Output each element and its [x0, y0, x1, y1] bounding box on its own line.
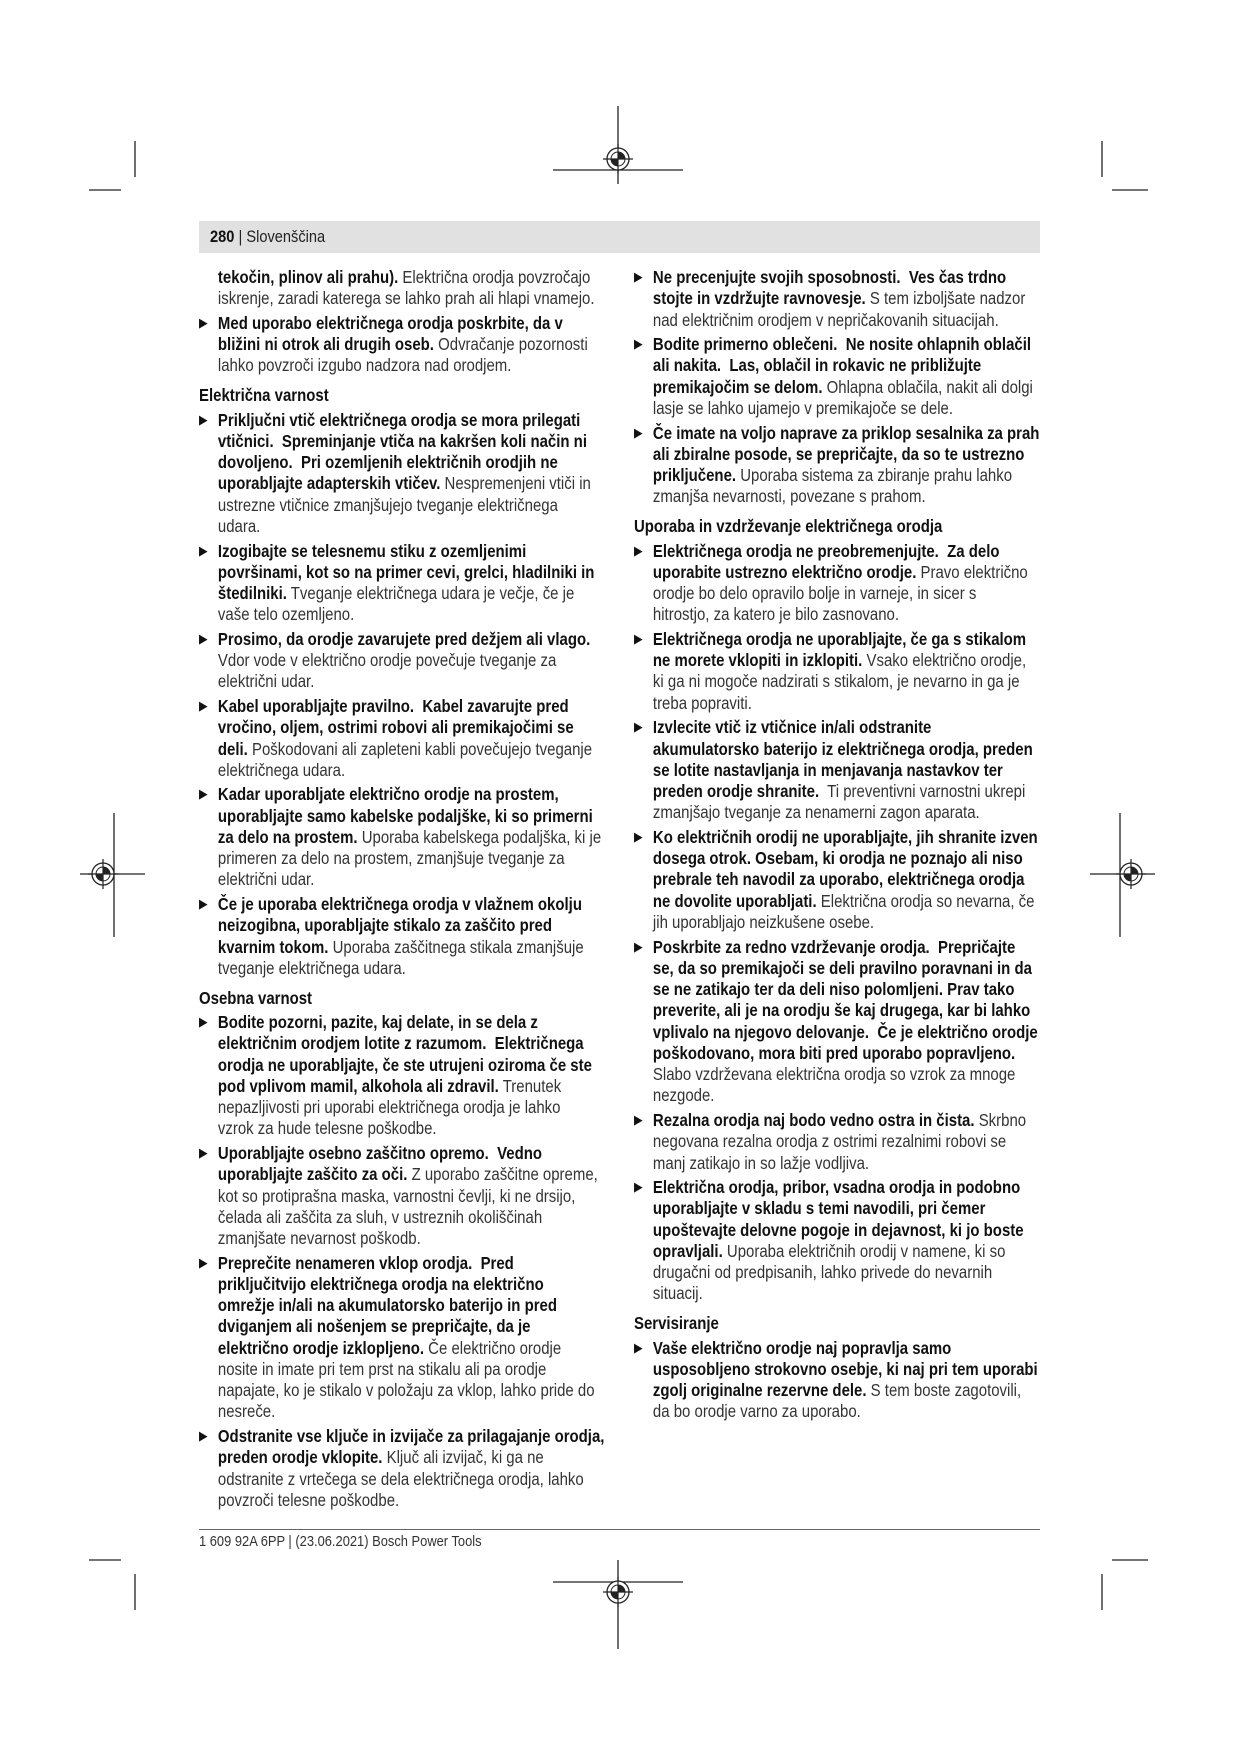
safety-instruction [634, 334, 1064, 419]
instruction-body [653, 267, 1064, 331]
safety-instruction [634, 423, 1064, 508]
instruction-text: Trenutek nepazljivosti pri uporabi električnega orodja je lahko vzrok za hude telesne poškodbe. [217, 1075, 562, 1139]
instruction-text: Uporaba sistema za zbiranje prahu lahko zmanjša nevarnosti, povezane s prahom. [652, 465, 1013, 507]
safety-instruction [634, 937, 1064, 1107]
registration-lines-right [1090, 813, 1155, 937]
instruction-bold-text: Ko električnih orodij ne uporabljajte, jih shranite izven dosega otrok. Osebam, ki orodja ne poznajo ali niso prebrale teh navodil za uporabo, električnega orodja ne dovolite uporabljati. [652, 826, 1038, 911]
header-language: Slovenščina [246, 227, 326, 246]
bullet-marker: ▶ [634, 425, 643, 441]
crop-mark-bottom-left [89, 1560, 135, 1610]
instruction-body [218, 696, 629, 781]
instruction-body [218, 784, 629, 890]
instruction-text: Ključ ali izvijač, ki ga ne odstranite z vrtečega se dela električnega orodja, lahko povzroči telesne poškodbe. [217, 1447, 584, 1510]
instruction-text: S tem izboljšate nadzor nad električnim orodjem v nepričakovanih situacijah. [652, 288, 1026, 330]
safety-instruction [199, 313, 629, 377]
bullet-marker: ▶ [199, 897, 208, 913]
instruction-text: Tveganje električnega udara je večje, če je vaše telo ozemljeno. [217, 583, 575, 625]
instruction-text: Vdor vode v električno orodje povečuje tveganje za električni udar. [217, 650, 557, 692]
instruction-body [218, 1253, 629, 1423]
instruction-text: Če električno orodje nosite in imate pri tem prst na stikalu ali pa orodje napajate, ko je stikalo v položaju za vklop, lahko pride do nesreče. [217, 1337, 595, 1422]
instruction-text: S tem boste zagotovili, da bo orodje varno za uporabo. [652, 1380, 1022, 1422]
registration-target-left [88, 859, 118, 889]
instruction-text: Uporaba zaščitnega stikala zmanjšuje tveganje električnega udara. [217, 936, 584, 978]
registration-target-top [603, 144, 633, 174]
bullet-marker: ▶ [199, 1146, 208, 1162]
instruction-text: Odvračanje pozornosti lahko povzroči izgubo nadzora nad orodjem. [217, 334, 588, 376]
safety-instruction [634, 1338, 1064, 1423]
crop-mark-top-left [89, 141, 135, 190]
instruction-text: Slabo vzdrževana električna orodja so vzrok za mnoge nezgode. [652, 1064, 1016, 1106]
instruction-bold-text: Če imate na voljo naprave za priklop sesalnika za prah ali zbiralne posode, se prepričajte, da so te ustrezno priključene. [652, 422, 1040, 486]
instruction-body [653, 629, 1064, 714]
header-text [210, 221, 325, 253]
instruction-body [653, 937, 1064, 1107]
safety-instruction [634, 1177, 1064, 1305]
registration-target-right [1116, 859, 1146, 889]
instruction-text: Pravo električno orodje bo delo opravilo bolje in varneje, in sicer s hitrostjo, za katero je bilo zasnovano. [652, 561, 1028, 625]
section-heading: Uporaba in vzdrževanje električnega orodja [634, 515, 943, 536]
bullet-marker: ▶ [634, 939, 643, 955]
instruction-body [653, 423, 1064, 508]
instruction-text: Električna orodja povzročajo iskrenje, zaradi katerega se lahko prah ali hlapi vnamejo. [217, 267, 595, 309]
safety-instruction [199, 1012, 629, 1140]
instruction-body [653, 334, 1064, 419]
bullet-marker: ▶ [634, 1340, 643, 1356]
instruction-bold-text: Električna orodja, pribor, vsadna orodja in podobno uporabljajte v skladu s temi navodili, pri čemer upoštevajte delovne pogoje in dejavnost, ki jo boste opravljali. [652, 1177, 1024, 1261]
left-column [199, 267, 629, 1511]
instruction-bold-text: Kabel uporabljajte pravilno. Kabel zavarujte pred vročino, oljem, ostrimi robovi ali premikajočimi se deli. [217, 696, 574, 759]
safety-instruction [199, 784, 629, 890]
safety-instruction [634, 1110, 1064, 1174]
continued-instruction [199, 267, 629, 310]
safety-instruction [199, 410, 629, 538]
section-heading: Osebna varnost [199, 987, 313, 1008]
instruction-bold-text: tekočin, plinov ali prahu). [217, 267, 399, 287]
bullet-marker: ▶ [634, 543, 643, 559]
safety-instruction [634, 717, 1064, 823]
instruction-text: Ti preventivni varnostni ukrepi zmanjšajo tveganje za nenamerni zagon aparata. [652, 781, 1026, 823]
footer-divider [199, 1529, 1040, 1530]
bullet-marker: ▶ [634, 631, 643, 647]
bullet-marker: ▶ [199, 631, 208, 647]
header-separator: | [238, 227, 243, 246]
instruction-bold-text: Preprečite nenameren vklop orodja. Pred priključitvijo električnega orodja na električno omrežje in/ali na akumulatorsko baterijo in pred dviganjem ali nošenjem se prepričajte, da je električno orodje izklopljeno. [217, 1252, 558, 1358]
instruction-body [218, 1012, 629, 1140]
instruction-bold-text: Odstranite vse ključe in izvijače za prilagajanje orodja, preden orodje vklopite. [217, 1426, 605, 1468]
instruction-body [653, 541, 1064, 626]
instruction-body [218, 267, 629, 310]
instruction-body [218, 894, 629, 979]
instruction-body [218, 410, 629, 538]
instruction-text: Z uporabo zaščitne opreme, kot so protiprašna maska, varnostni čevlji, ki ne drsijo, čelada ali zaščita za sluh, v ustreznih okoliščinah zmanjšate nevarnost poškodb. [217, 1164, 598, 1249]
page-number: 280 [210, 227, 235, 246]
instruction-text: Ohlapna oblačila, nakit ali dolgi lasje se lahko ujamejo v premikajoče se dele. [652, 376, 1033, 418]
instruction-bold-text: Izogibajte se telesnemu stiku z ozemljenimi površinami, kot so na primer cevi, grelci, hladilniki in štedilniki. [217, 540, 595, 604]
safety-instruction [634, 541, 1064, 626]
instruction-bold-text: Prosimo, da orodje zavarujete pred dežjem ali vlago. [217, 628, 591, 649]
instruction-body [653, 1177, 1064, 1305]
instruction-text: Skrbno negovana rezalna orodja z ostrimi rezalnimi robovi se manj zatikajo in so lažje vodljiva. [652, 1110, 1027, 1173]
instruction-body [218, 629, 629, 693]
bullet-marker: ▶ [634, 1180, 643, 1196]
instruction-text: Poškodovani ali zapleteni kabli povečujejo tveganje električnega udara. [217, 738, 593, 780]
instruction-body [218, 1143, 629, 1249]
instruction-text: Vsako električno orodje, ki ga ni mogoče nadzirati s stikalom, je nevarno in ga je treba popraviti. [652, 650, 1027, 713]
safety-instruction [199, 894, 629, 979]
instruction-bold-text: Bodite primerno oblečeni. Ne nosite ohlapnih oblačil ali nakita. Las, oblačil in rokavic ne približujte premikajočim se delom. [652, 334, 1032, 397]
safety-instruction [634, 267, 1064, 331]
registration-lines-top [553, 106, 683, 184]
crop-mark-bottom-right [1102, 1560, 1148, 1610]
safety-instruction [634, 827, 1064, 933]
instruction-bold-text: Ne precenjujte svojih sposobnosti. Ves čas trdno stojte in vzdržujte ravnovesje. [652, 267, 1007, 309]
instruction-text: Uporaba kabelskega podaljška, ki je primeren za delo na prostem, zmanjšuje tveganje za električni udar. [217, 826, 602, 890]
section-heading: Električna varnost [199, 385, 329, 406]
safety-instruction [634, 629, 1064, 714]
instruction-bold-text: Električnega orodja ne preobremenjujte. Za delo uporabite ustrezno električno orodje. [652, 540, 1000, 582]
bullet-marker: ▶ [199, 1429, 208, 1445]
bullet-marker: ▶ [199, 412, 208, 428]
instruction-bold-text: Izvlecite vtič iz vtičnice in/ali odstranite akumulatorsko baterijo iz električnega orodja, preden se lotite nastavljanja in menjavanja nastavkov ter preden orodje shranite. [652, 717, 1033, 802]
bullet-marker: ▶ [199, 787, 208, 803]
registration-lines-left [80, 813, 145, 937]
bullet-marker: ▶ [199, 1255, 208, 1271]
bullet-marker: ▶ [199, 315, 208, 331]
instruction-text: Uporaba električnih orodij v namene, ki so drugačni od predpisanih, lahko privede do nevarnih situacij. [652, 1240, 1006, 1304]
registration-lines-bottom [553, 1560, 683, 1649]
instruction-bold-text: Rezalna orodja naj bodo vedno ostra in čista. [652, 1110, 975, 1131]
page-header [199, 221, 1040, 253]
safety-instruction [199, 629, 629, 693]
bullet-marker: ▶ [199, 1015, 208, 1031]
instruction-body [218, 313, 629, 377]
footer-text: 1 609 92A 6PP | (23.06.2021) Bosch Power Tools [199, 1533, 482, 1550]
section-heading: Servisiranje [634, 1313, 719, 1334]
instruction-text: Električna orodja so nevarna, če jih uporabljajo neizkušene osebe. [652, 890, 1035, 932]
safety-instruction [199, 696, 629, 781]
instruction-bold-text: Vaše električno orodje naj popravlja samo usposobljeno strokovno osebje, ki naj pri tem uporabi zgolj originalne rezervne dele. [652, 1337, 1038, 1401]
instruction-body [218, 541, 629, 626]
bullet-marker: ▶ [199, 699, 208, 715]
instruction-body [653, 1110, 1064, 1174]
instruction-bold-text: Med uporabo električnega orodja poskrbite, da v bližini ni otrok ali drugih oseb. [217, 312, 563, 355]
crop-mark-top-right [1102, 141, 1148, 190]
bullet-marker: ▶ [634, 720, 643, 736]
bullet-marker: ▶ [634, 1113, 643, 1129]
right-column [634, 267, 1064, 1423]
instruction-body [653, 717, 1064, 823]
safety-instruction [199, 1426, 629, 1511]
instruction-bold-text: Električnega orodja ne uporabljajte, če ga s stikalom ne morete vklopiti in izklopiti. [652, 628, 1027, 671]
safety-instruction [199, 1253, 629, 1423]
instruction-body [653, 1338, 1064, 1423]
bullet-marker: ▶ [634, 270, 643, 285]
safety-instruction [199, 1143, 629, 1249]
bullet-marker: ▶ [634, 829, 643, 845]
instruction-text: Nespremenjeni vtiči in ustrezne vtičnice zmanjšujejo tveganje električnega udara. [217, 473, 591, 536]
instruction-bold-text: Priključni vtič električnega orodja se mora prilegati vtičnici. Spreminjanje vtiča na kakršen koli način ni dovoljeno. Pri ozemljenih električnih orodjih ne uporabljajte adapterskih vtičev. [217, 409, 587, 494]
instruction-bold-text: Poskrbite za redno vzdrževanje orodja. Prepričajte se, da so premikajoči se deli pravilno poravnani in da se ne zatikajo ter da deli niso polomljeni. Prav tako preverite, ali je na orodju še kaj drugega, kar bi lahko vplivalo na njegovo delovanje. Če je električno orodje poškodovano, mora biti pred uporabo popravljeno. [652, 936, 1038, 1063]
instruction-bold-text: Kadar uporabljate električno orodje na prostem, uporabljajte samo kabelske podaljške, ki so primerni za delo na prostem. [217, 784, 593, 847]
instruction-bold-text: Če je uporaba električnega orodja v vlažnem okolju neizogibna, uporabljajte stikalo za zaščito pred kvarnim tokom. [217, 894, 582, 957]
bullet-marker: ▶ [199, 543, 208, 559]
instruction-bold-text: Uporabljajte osebno zaščitno opremo. Vedno uporabljajte zaščito za oči. [217, 1143, 543, 1185]
bullet-marker: ▶ [634, 337, 643, 353]
instruction-bold-text: Bodite pozorni, pazite, kaj delate, in se dela z električnim orodjem lotite z razumom. Električnega orodja ne uporabljajte, če ste utrujeni oziroma če ste pod vplivom mamil, alkohola ali zdravil. [217, 1012, 592, 1096]
instruction-body [653, 827, 1064, 933]
registration-target-bottom [603, 1577, 633, 1607]
safety-instruction [199, 541, 629, 626]
instruction-body [218, 1426, 629, 1511]
